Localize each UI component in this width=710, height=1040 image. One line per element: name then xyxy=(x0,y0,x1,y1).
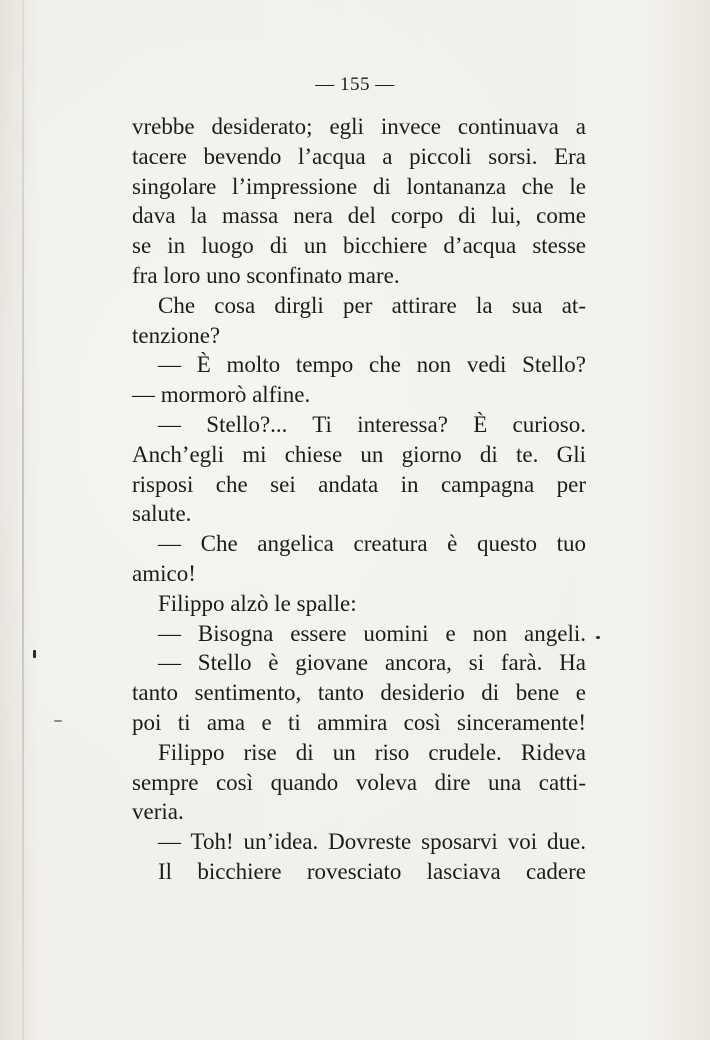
text-line: Anch’egli mi chiese un giorno di te. Gli xyxy=(132,441,586,467)
ink-speck xyxy=(596,636,600,639)
text-line: — È molto tempo che non vedi Stello? xyxy=(158,352,586,378)
text-line: — Stello?... Ti interessa? È curioso. xyxy=(158,411,586,437)
text-line: Filippo alzò le spalle: xyxy=(158,590,357,616)
text-line: — Stello è giovane ancora, si farà. Ha xyxy=(158,650,586,676)
text-line: risposi che sei andata in campagna per xyxy=(132,471,586,497)
text-line: se in luogo di un bicchiere d’acqua stesse xyxy=(132,233,586,259)
page-number: — 155 — xyxy=(315,74,395,95)
text-line: singolare l’impressione di lontananza che le xyxy=(132,173,586,199)
text-line: fra loro uno sconfinato mare. xyxy=(132,262,400,288)
text-line: poi ti ama e ti ammira così sinceramente! xyxy=(132,709,586,735)
text-line: Filippo rise di un riso crudele. Rideva xyxy=(158,739,586,765)
text-line: vrebbe desiderato; egli invece continuava a xyxy=(132,114,586,139)
text-line: tenzione? xyxy=(132,322,221,348)
text-line: — Che angelica creatura è questo tuo xyxy=(158,531,586,557)
text-line: tacere bevendo l’acqua a piccoli sorsi. Era xyxy=(132,143,586,169)
binding-gutter xyxy=(22,0,24,1040)
text-line: — mormorò alfine. xyxy=(132,382,311,408)
text-line: dava la massa nera del corpo di lui, come xyxy=(132,203,586,229)
text-line: amico! xyxy=(132,560,196,586)
text-line: veria. xyxy=(132,799,184,825)
text-line: sempre così quando voleva dire una catti- xyxy=(132,769,586,795)
text-line: tanto sentimento, tanto desiderio di bene e xyxy=(132,680,586,706)
ink-speck xyxy=(33,650,36,658)
text-line: salute. xyxy=(132,501,192,527)
body-text xyxy=(132,112,586,887)
text-line: — Bisogna essere uomini e non angeli. xyxy=(158,620,586,646)
text-line: Che cosa dirgli per attirare la sua at- xyxy=(158,292,586,318)
ink-speck xyxy=(54,720,62,722)
text-line: Il bicchiere rovesciato lasciava cadere xyxy=(158,858,586,884)
text-line: — Toh! un’idea. Dovreste sposarvi voi due. xyxy=(158,829,586,855)
